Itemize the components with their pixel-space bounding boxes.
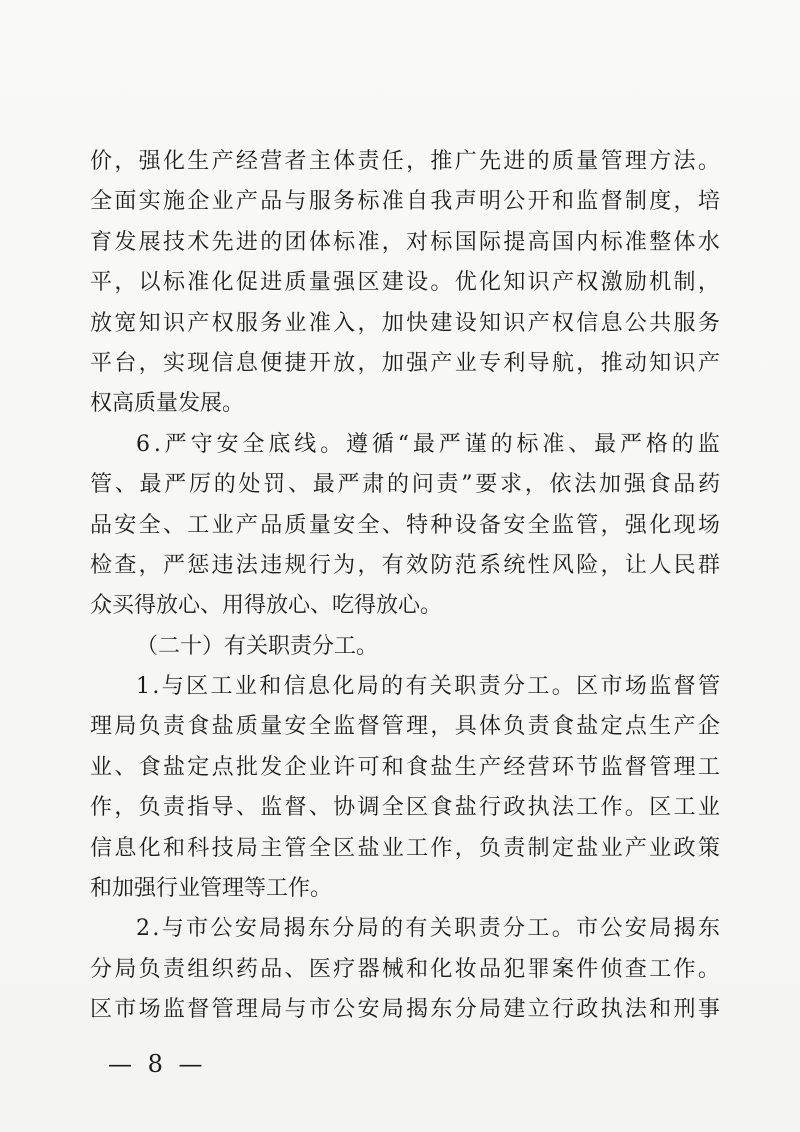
text-line: 1 . 与 区 工 业 和 信 息 化 局 的 有 关 职 责 分 工 。 区 市 场 监 督 管 — [136, 674, 720, 700]
text-line: 和加强行业管理等工作。 — [90, 876, 333, 902]
text-line: 平 台 ， 实 现 信 息 便 捷 开 放 ， 加 强 产 业 专 利 导 航 ， 推 动 知 识 产 — [90, 350, 720, 376]
page-number: — 8 — — [108, 1050, 207, 1078]
text-line: 价 ， 强 化 生 产 经 营 者 主 体 责 任 ， 推 广 先 进 的 质 量 管 理 方 法 。 — [90, 149, 720, 174]
text-line: 检 查 ， 严 惩 违 法 违 规 行 为 ， 有 效 防 范 系 统 性 风 险 ， 让 人 民 群 — [90, 552, 720, 578]
text-line: 作 ， 负 责 指 导 、 监 督 、 协 调 全 区 食 盐 行 政 执 法 工 作 。 区 工 业 — [90, 795, 720, 821]
text-line: 2 . 与 市 公 安 局 揭 东 分 局 的 有 关 职 责 分 工 。 市 公 安 局 揭 东 — [136, 916, 720, 942]
text-line: 业 、 食 盐 定 点 批 发 企 业 许 可 和 食 盐 生 产 经 营 环 节 监 督 管 理 工 — [90, 754, 720, 780]
text-line: （二十）有关职责分工。 — [136, 633, 379, 659]
text-line: 权高质量发展。 — [90, 391, 245, 417]
text-line: 理 局 负 责 食 盐 质 量 安 全 监 督 管 理 ， 具 体 负 责 食 盐 定 点 生 产 企 — [90, 714, 720, 740]
text-line: 全 面 实 施 企 业 产 品 与 服 务 标 准 自 我 声 明 公 开 和 监 督 制 度 ， 培 — [90, 189, 720, 215]
text-line: 平 ， 以 标 准 化 促 进 质 量 强 区 建 设 。 优 化 知 识 产 权 激 励 机 制 ， — [90, 270, 720, 296]
text-line: 区 市 场 监 督 管 理 局 与 市 公 安 局 揭 东 分 局 建 立 行 政 执 法 和 刑 事 — [90, 997, 720, 1023]
text-line: 品 安 全 、 工 业 产 品 质 量 安 全 、 特 种 设 备 安 全 监 管 ， 强 化 现 场 — [90, 512, 720, 538]
text-line: 分 局 负 责 组 织 药 品 、 医 疗 器 械 和 化 妆 品 犯 罪 案 件 侦 查 工 作 。 — [90, 956, 720, 982]
text-line: 6 . 严 守 安 全 底 线 。 遵 循 “ 最 严 谨 的 标 准 、 最 严 格 的 监 — [136, 431, 720, 457]
body-text — [90, 142, 720, 1031]
text-line: 育 发 展 技 术 先 进 的 团 体 标 准 ， 对 标 国 际 提 高 国 内 标 准 整 体 水 — [90, 229, 720, 255]
text-line: 众买得放心、用得放心、吃得放心。 — [90, 593, 443, 619]
text-line: 放 宽 知 识 产 权 服 务 业 准 入 ， 加 快 建 设 知 识 产 权 信 息 公 共 服 务 — [90, 310, 720, 336]
text-line: 管 、 最 严 厉 的 处 罚 、 最 严 肃 的 问 责 ” 要 求 ， 依 法 加 强 食 品 药 — [90, 472, 720, 498]
text-line: 信 息 化 和 科 技 局 主 管 全 区 盐 业 工 作 ， 负 责 制 定 盐 业 产 业 政 策 — [90, 835, 720, 861]
